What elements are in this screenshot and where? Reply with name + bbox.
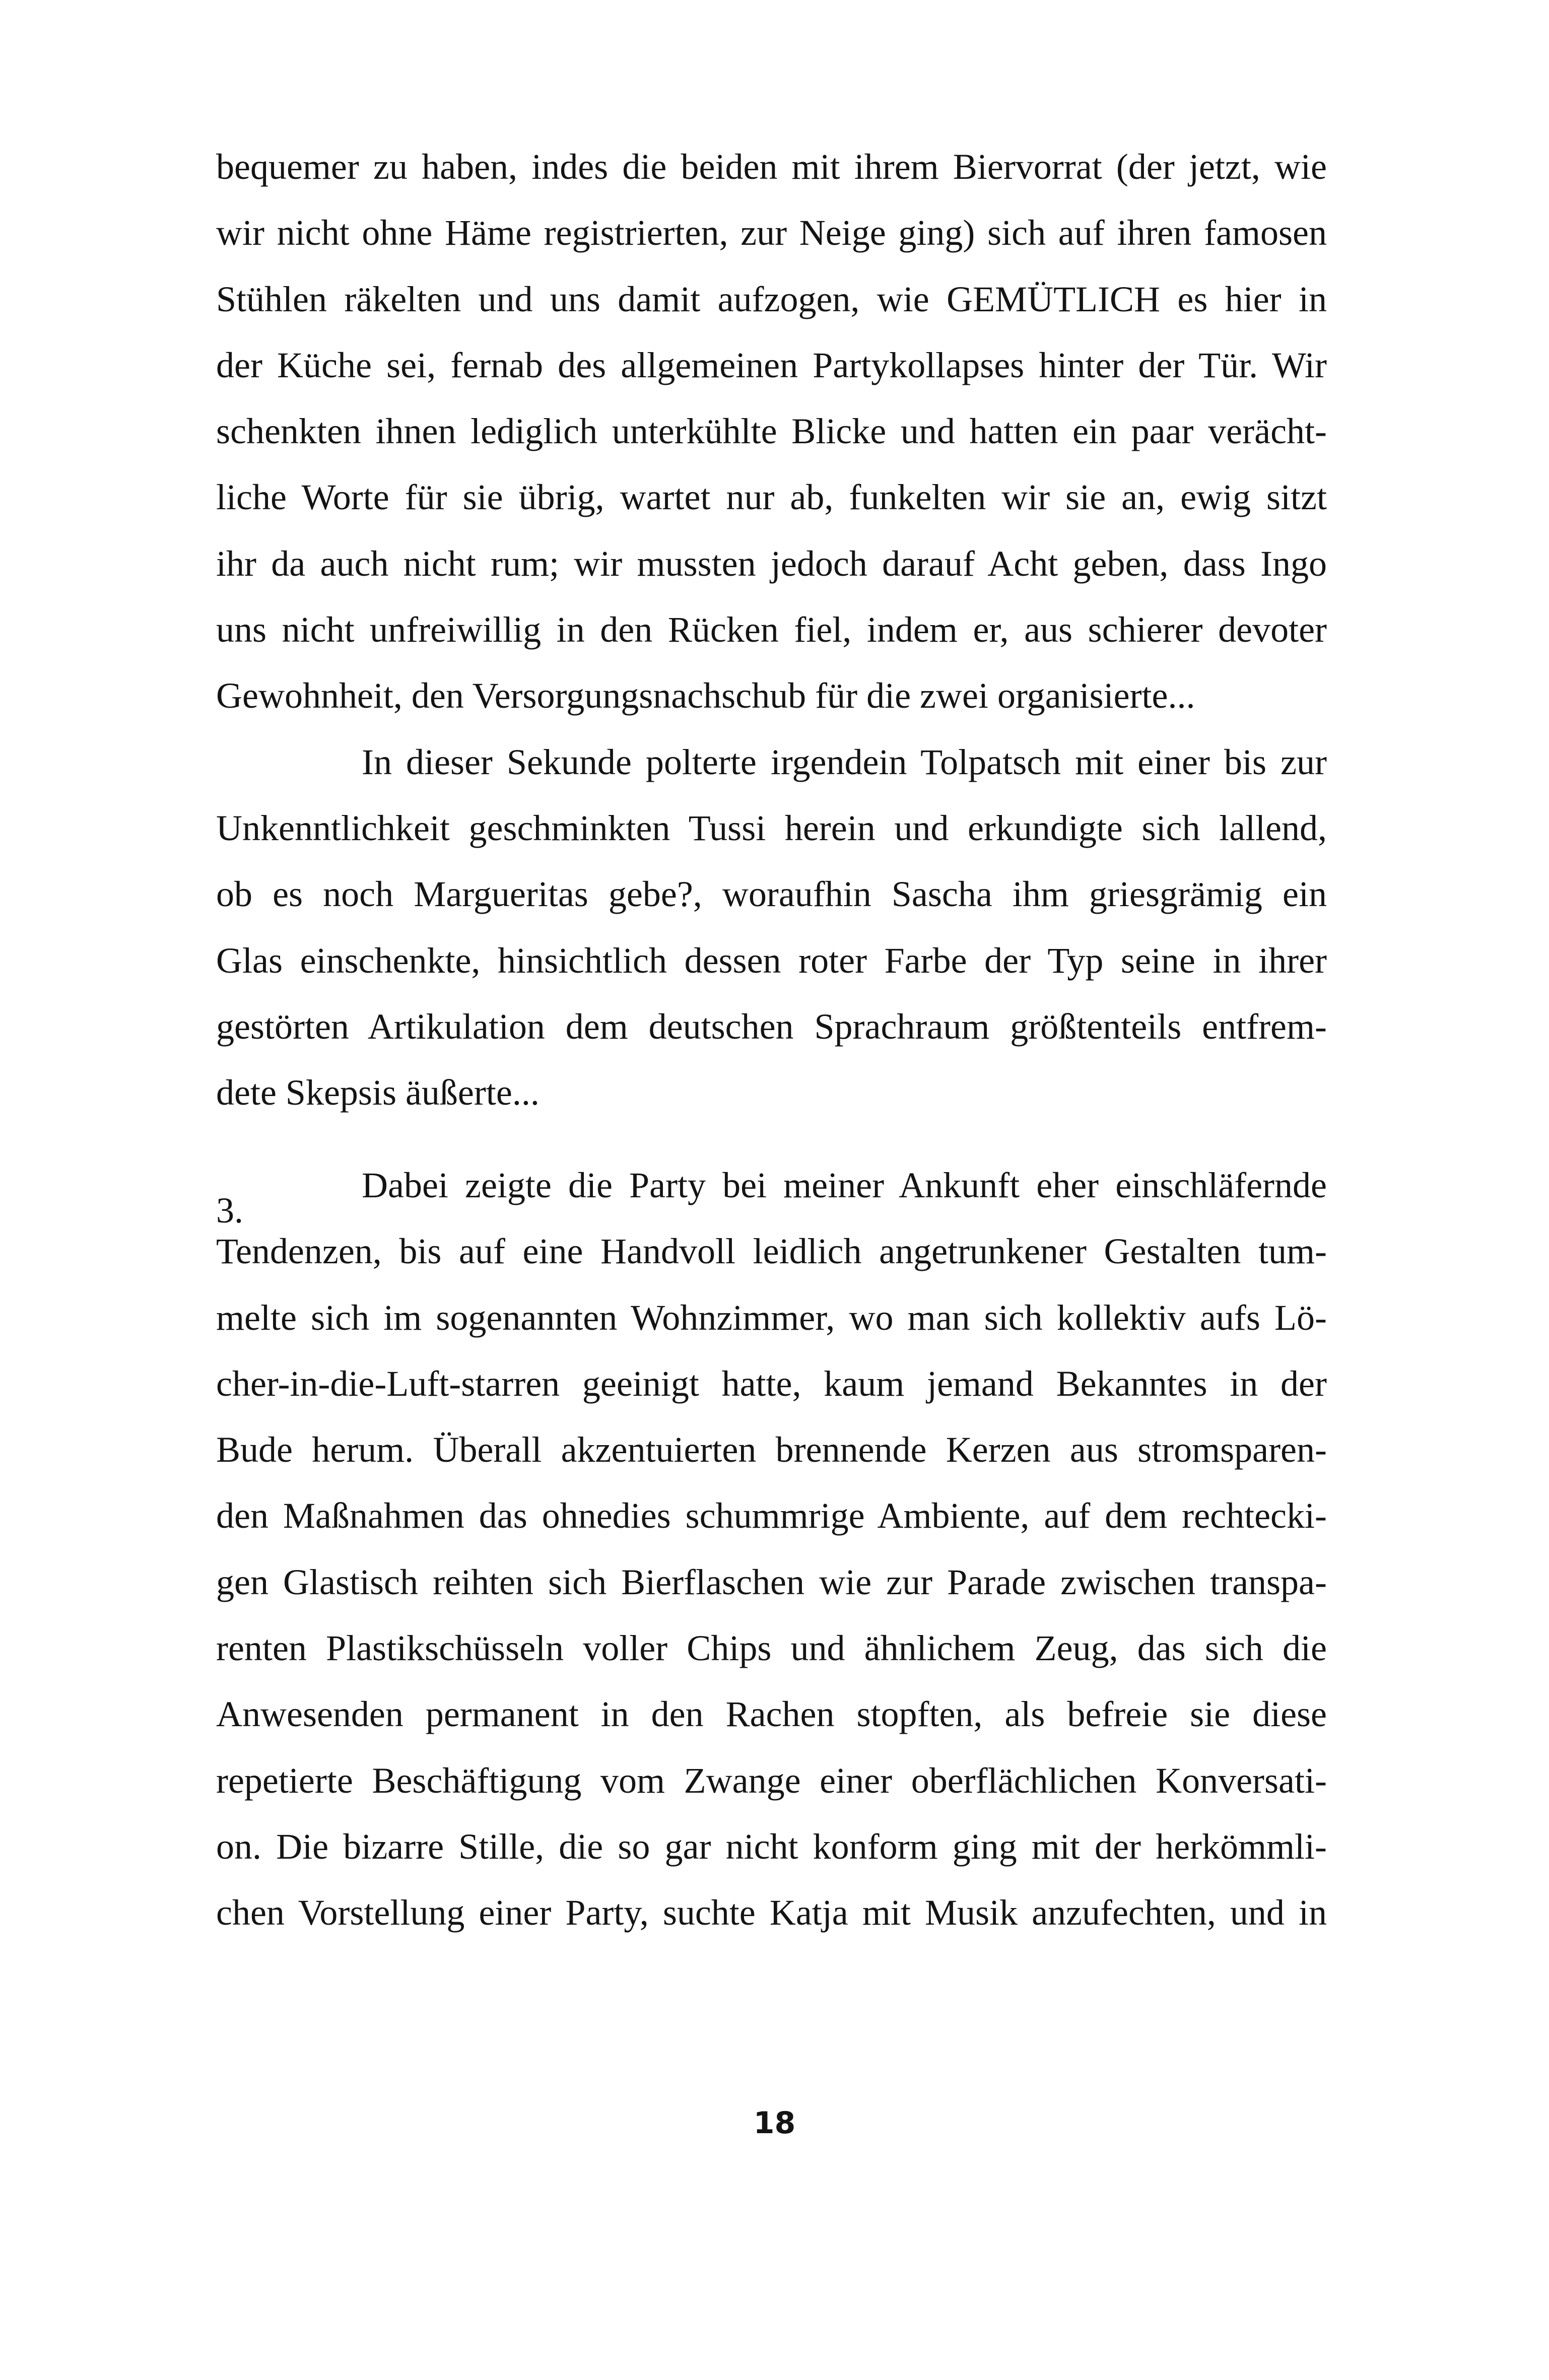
text-line: den Maßnahmen das ohnedies schummrige Ambiente, auf dem rechtecki- bbox=[216, 1495, 1327, 1536]
text-line: bequemer zu haben, indes die beiden mit ihrem Biervorrat (der jetzt, wie bbox=[216, 147, 1327, 187]
text-line: dete Skepsis äußerte... bbox=[216, 1072, 540, 1113]
page-number: 18 bbox=[753, 2105, 796, 2141]
text-line: repetierte Beschäftigung vom Zwange einer oberflächlichen Konversati- bbox=[216, 1760, 1327, 1801]
body-text-top bbox=[216, 134, 1327, 1126]
body-text-bottom bbox=[216, 1152, 1327, 1946]
text-line: on. Die bizarre Stille, die so gar nicht konform ging mit der herkömmli- bbox=[216, 1826, 1327, 1867]
text-line: Stühlen räkelten und uns damit aufzogen, wie GEMÜTLICH es hier in bbox=[216, 279, 1327, 319]
text-line: melte sich im sogenannten Wohnzimmer, wo man sich kollektiv aufs Lö- bbox=[216, 1297, 1327, 1338]
text-line: wir nicht ohne Häme registrierten, zur Neige ging) sich auf ihren famosen bbox=[216, 213, 1327, 253]
text-line: Unkenntlichkeit geschminkten Tussi herein und erkundigte sich lallend, bbox=[216, 807, 1327, 848]
text-line: ihr da auch nicht rum; wir mussten jedoch darauf Acht geben, dass Ingo bbox=[216, 543, 1327, 584]
text-line: uns nicht unfreiwillig in den Rücken fiel, indem er, aus schierer devoter bbox=[216, 609, 1327, 650]
text-line: Gewohnheit, den Versorgungsnachschub für die zwei organisierte... bbox=[216, 675, 1195, 716]
text-line: In dieser Sekunde polterte irgendein Tolpatsch mit einer bis zur bbox=[362, 741, 1327, 782]
text-line: renten Plastikschüsseln voller Chips und ähnlichem Zeug, das sich die bbox=[216, 1628, 1327, 1669]
text-line: Bude herum. Überall akzentuierten brennende Kerzen aus stromsparen- bbox=[216, 1430, 1327, 1470]
text-line: Dabei zeigte die Party bei meiner Ankunft eher einschläfernde bbox=[362, 1165, 1327, 1205]
text-line: cher-in-die-Luft-starren geeinigt hatte, kaum jemand Bekanntes in der bbox=[216, 1363, 1327, 1404]
text-line: schenkten ihnen lediglich unterkühlte Blicke und hatten ein paar verächt- bbox=[216, 411, 1327, 452]
text-line: Tendenzen, bis auf eine Handvoll leidlich angetrunkener Gestalten tum- bbox=[216, 1231, 1327, 1272]
text-line: gen Glastisch reihten sich Bierflaschen wie zur Parade zwischen transpa- bbox=[216, 1561, 1327, 1602]
text-line: gestörten Artikulation dem deutschen Sprachraum größtenteils entfrem- bbox=[216, 1006, 1327, 1047]
text-line: Anwesenden permanent in den Rachen stopften, als befreie sie diese bbox=[216, 1694, 1327, 1735]
section-number: 3. bbox=[216, 1190, 243, 1231]
text-line: der Küche sei, fernab des allgemeinen Partykollapses hinter der Tür. Wir bbox=[216, 345, 1327, 385]
text-line: ob es noch Margueritas gebe?, woraufhin Sascha ihm griesgrämig ein bbox=[216, 874, 1327, 915]
text-line: Glas einschenkte, hinsichtlich dessen roter Farbe der Typ seine in ihrer bbox=[216, 940, 1327, 981]
text-line: liche Worte für sie übrig, wartet nur ab, funkelten wir sie an, ewig sitzt bbox=[216, 477, 1327, 518]
text-line: chen Vorstellung einer Party, suchte Katja mit Musik anzufechten, und in bbox=[216, 1892, 1327, 1933]
